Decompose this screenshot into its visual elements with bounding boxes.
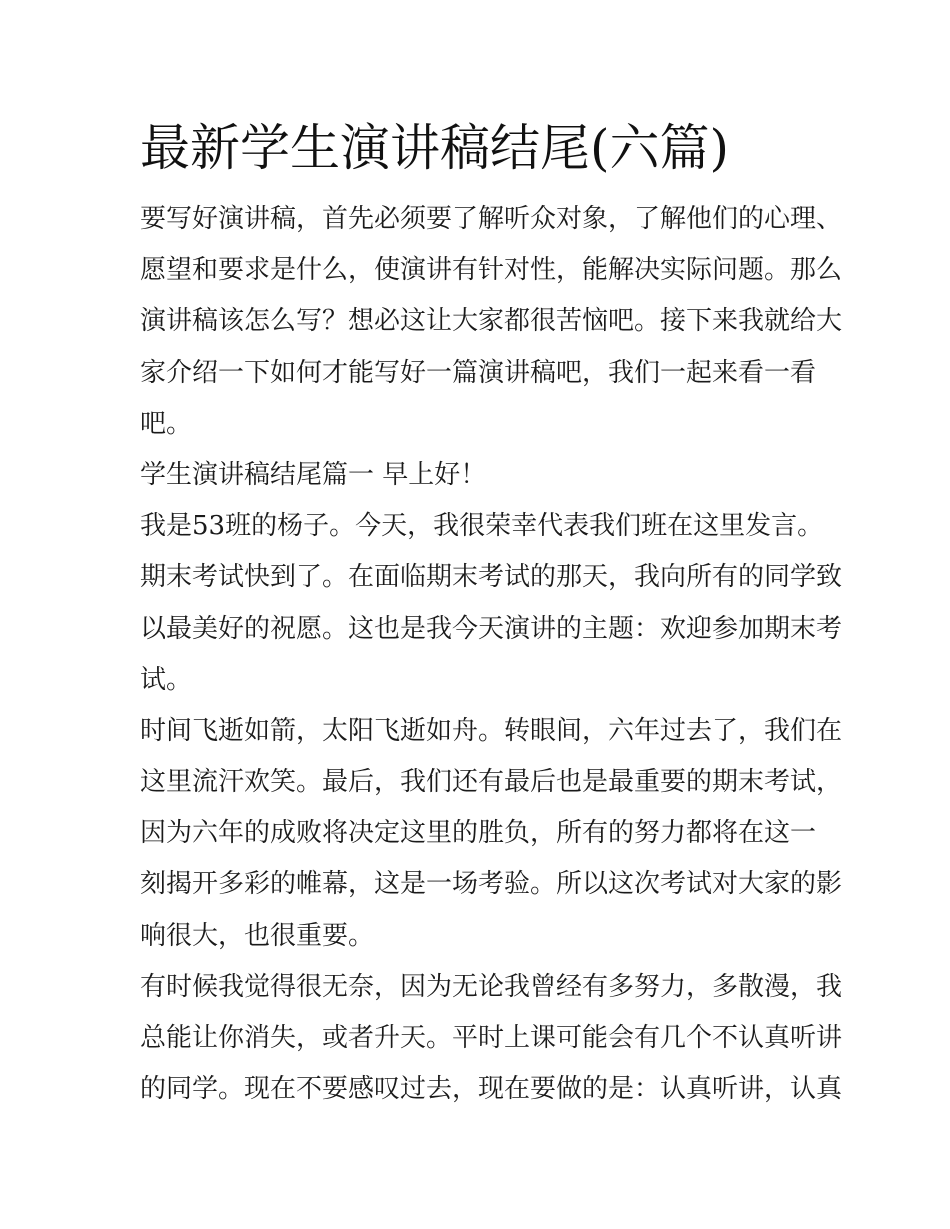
text-line: 吧。: [140, 408, 193, 439]
text-line: 时间飞逝如箭，太阳飞逝如舟。转眼间，六年过去了，我们在: [140, 715, 843, 746]
text-line: 要写好演讲稿，首先必须要了解听众对象，了解他们的心理、: [140, 204, 843, 234]
text-line: 刻揭开多彩的帷幕，这是一场考验。所以这次考试对大家的影: [140, 869, 843, 900]
text-line: 以最美好的祝愿。这也是我今天演讲的主题：欢迎参加期末考: [140, 613, 843, 644]
text-line: 总能让你消失，或者升天。平时上课可能会有几个不认真听讲: [140, 1023, 843, 1053]
page-title: 最新学生演讲稿结尾(六篇): [140, 119, 730, 177]
text-line: 这里流汗欢笑。最后，我们还有最后也是最重要的期末考试，: [140, 767, 843, 798]
text-line: 期末考试快到了。在面临期末考试的那天，我向所有的同学致: [140, 562, 843, 593]
text-line: 响很大，也很重要。: [140, 920, 375, 951]
text-line: 因为六年的成败将决定这里的胜负，所有的努力都将在这一: [140, 818, 817, 849]
text-line: 试。: [140, 664, 193, 695]
document-body: [140, 194, 843, 1115]
text-line: 演讲稿该怎么写？想必这让大家都很苦恼吧。接下来我就给大: [140, 306, 843, 337]
text-line: 愿望和要求是什么，使演讲有针对性，能解决实际问题。那么: [140, 255, 843, 286]
text-line: 有时候我觉得很无奈，因为无论我曾经有多努力，多散漫，我: [140, 971, 843, 1002]
text-line: 家介绍一下如何才能写好一篇演讲稿吧，我们一起来看一看: [140, 357, 817, 388]
text-line: 学生演讲稿结尾篇一 早上好！: [140, 459, 487, 490]
text-line: 的同学。现在不要感叹过去，现在要做的是：认真听讲，认真: [140, 1074, 843, 1105]
text-line: 我是53班的杨子。今天，我很荣幸代表我们班在这里发言。: [140, 511, 824, 542]
